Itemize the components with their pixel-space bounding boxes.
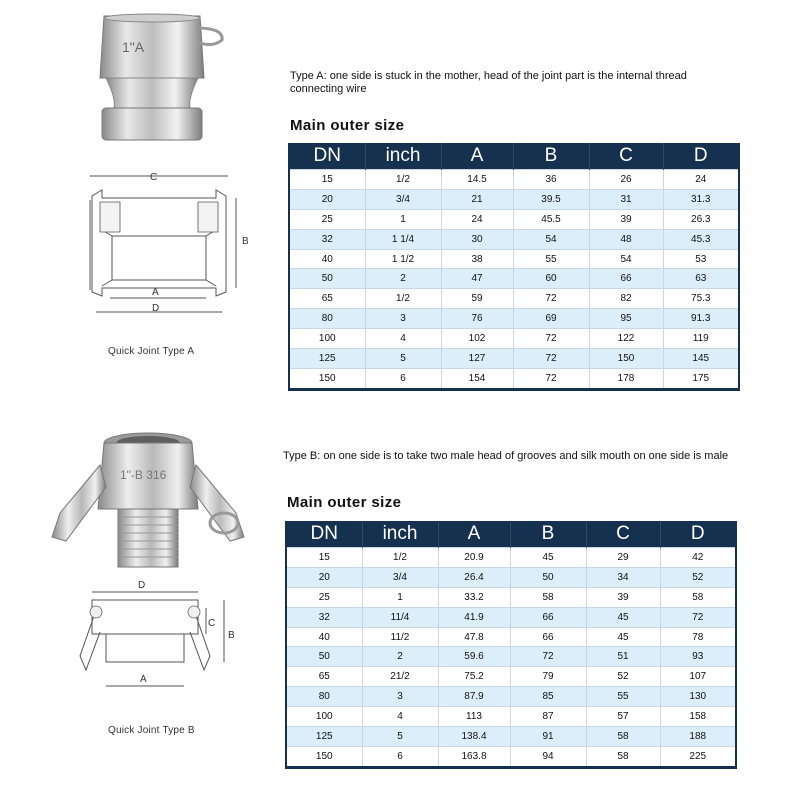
table-cell: 20.9: [438, 548, 510, 568]
table-cell: 59.6: [438, 647, 510, 667]
table-cell: 3/4: [362, 567, 438, 587]
col-header-b: B: [510, 521, 586, 548]
type-a-product-photo: [92, 8, 232, 148]
table-cell: 24: [441, 209, 513, 229]
table-cell: 130: [660, 687, 736, 707]
table-cell: 59: [441, 289, 513, 309]
col-header-a: A: [441, 143, 513, 170]
table-row: [289, 189, 739, 209]
type-a-dim-a: A: [152, 287, 159, 298]
table-cell: 1/2: [362, 548, 438, 568]
table-cell: 66: [510, 607, 586, 627]
table-cell: 119: [663, 329, 739, 349]
table-cell: 107: [660, 667, 736, 687]
table-cell: 1 1/2: [365, 249, 441, 269]
table-cell: 45.3: [663, 229, 739, 249]
table-cell: 42: [660, 548, 736, 568]
type-b-header-row: [286, 521, 736, 548]
table-cell: 122: [589, 329, 663, 349]
table-cell: 125: [286, 727, 362, 747]
table-cell: 1 1/4: [365, 229, 441, 249]
table-cell: 25: [289, 209, 365, 229]
col-header-dn: DN: [289, 143, 365, 170]
table-cell: 15: [286, 548, 362, 568]
table-cell: 5: [362, 727, 438, 747]
type-a-dim-d: D: [152, 303, 160, 314]
table-row: [286, 667, 736, 687]
table-cell: 24: [663, 170, 739, 190]
table-cell: 14.5: [441, 170, 513, 190]
table-cell: 102: [441, 329, 513, 349]
table-cell: 2: [362, 647, 438, 667]
table-cell: 1: [365, 209, 441, 229]
table-cell: 21/2: [362, 667, 438, 687]
table-cell: 54: [589, 249, 663, 269]
table-cell: 94: [510, 746, 586, 767]
table-cell: 150: [286, 746, 362, 767]
table-cell: 20: [289, 189, 365, 209]
table-cell: 6: [362, 746, 438, 767]
table-cell: 3: [365, 309, 441, 329]
type-a-dim-b: B: [242, 236, 249, 247]
table-cell: 53: [663, 249, 739, 269]
type-a-size-table: [288, 143, 740, 391]
table-cell: 20: [286, 567, 362, 587]
table-row: [289, 368, 739, 389]
table-cell: 25: [286, 587, 362, 607]
table-cell: 60: [513, 269, 589, 289]
table-row: [286, 687, 736, 707]
table-cell: 40: [289, 249, 365, 269]
table-cell: 50: [289, 269, 365, 289]
table-cell: 87: [510, 707, 586, 727]
table-row: [286, 607, 736, 627]
table-cell: 69: [513, 309, 589, 329]
table-row: [289, 209, 739, 229]
type-b-dim-b: B: [228, 630, 235, 641]
type-a-marking: 1"A: [122, 39, 145, 55]
table-cell: 82: [589, 289, 663, 309]
table-cell: 225: [660, 746, 736, 767]
type-b-dim-a: A: [140, 674, 147, 685]
table-cell: 1/2: [365, 289, 441, 309]
table-cell: 33.2: [438, 587, 510, 607]
table-cell: 30: [441, 229, 513, 249]
table-cell: 85: [510, 687, 586, 707]
table-cell: 26.4: [438, 567, 510, 587]
table-cell: 79: [510, 667, 586, 687]
col-header-d: D: [660, 521, 736, 548]
table-cell: 50: [510, 567, 586, 587]
table-cell: 4: [365, 329, 441, 349]
table-cell: 45: [510, 548, 586, 568]
table-cell: 41.9: [438, 607, 510, 627]
table-row: [286, 627, 736, 647]
table-cell: 125: [289, 349, 365, 369]
type-a-description: Type A: one side is stuck in the mother, head of the joint part is the internal thread connecting wire: [290, 70, 687, 95]
table-cell: 54: [513, 229, 589, 249]
table-cell: 188: [660, 727, 736, 747]
col-header-b: B: [513, 143, 589, 170]
table-cell: 1: [362, 587, 438, 607]
type-a-dim-c: C: [150, 172, 158, 183]
table-row: [286, 548, 736, 568]
table-cell: 66: [589, 269, 663, 289]
table-cell: 15: [289, 170, 365, 190]
type-b-dimension-drawing: [72, 576, 252, 706]
type-a-caption: Quick Joint Type A: [108, 346, 195, 357]
table-cell: 29: [586, 548, 660, 568]
table-cell: 145: [663, 349, 739, 369]
table-cell: 2: [365, 269, 441, 289]
table-cell: 4: [362, 707, 438, 727]
table-cell: 75.3: [663, 289, 739, 309]
table-row: [289, 289, 739, 309]
table-cell: 45.5: [513, 209, 589, 229]
table-row: [289, 309, 739, 329]
table-cell: 31.3: [663, 189, 739, 209]
table-cell: 5: [365, 349, 441, 369]
table-cell: 1/2: [365, 170, 441, 190]
table-cell: 76: [441, 309, 513, 329]
table-cell: 80: [289, 309, 365, 329]
table-cell: 51: [586, 647, 660, 667]
col-header-d: D: [663, 143, 739, 170]
table-cell: 72: [510, 647, 586, 667]
col-header-c: C: [586, 521, 660, 548]
table-cell: 58: [660, 587, 736, 607]
table-row: [286, 647, 736, 667]
type-a-heading: Main outer size: [290, 117, 405, 134]
table-cell: 3: [362, 687, 438, 707]
table-cell: 57: [586, 707, 660, 727]
table-row: [286, 587, 736, 607]
table-cell: 127: [441, 349, 513, 369]
table-row: [286, 746, 736, 767]
table-cell: 72: [513, 368, 589, 389]
table-cell: 47: [441, 269, 513, 289]
type-b-product-photo: [48, 425, 278, 575]
table-cell: 50: [286, 647, 362, 667]
table-cell: 72: [660, 607, 736, 627]
table-cell: 175: [663, 368, 739, 389]
type-b-marking: 1"-B 316: [120, 468, 167, 482]
table-cell: 113: [438, 707, 510, 727]
table-cell: 3/4: [365, 189, 441, 209]
table-cell: 52: [586, 667, 660, 687]
table-cell: 39.5: [513, 189, 589, 209]
table-row: [289, 349, 739, 369]
table-cell: 32: [289, 229, 365, 249]
table-cell: 100: [286, 707, 362, 727]
type-b-caption: Quick Joint Type B: [108, 725, 195, 736]
table-cell: 72: [513, 289, 589, 309]
table-cell: 95: [589, 309, 663, 329]
table-cell: 26.3: [663, 209, 739, 229]
table-cell: 52: [660, 567, 736, 587]
table-cell: 39: [586, 587, 660, 607]
table-cell: 21: [441, 189, 513, 209]
table-cell: 32: [286, 607, 362, 627]
table-cell: 45: [586, 627, 660, 647]
table-cell: 87.9: [438, 687, 510, 707]
table-cell: 36: [513, 170, 589, 190]
table-cell: 66: [510, 627, 586, 647]
table-row: [286, 707, 736, 727]
table-cell: 58: [586, 746, 660, 767]
table-row: [289, 249, 739, 269]
col-header-inch: inch: [365, 143, 441, 170]
table-row: [289, 229, 739, 249]
col-header-c: C: [589, 143, 663, 170]
table-cell: 40: [286, 627, 362, 647]
table-cell: 11/2: [362, 627, 438, 647]
table-row: [289, 329, 739, 349]
col-header-dn: DN: [286, 521, 362, 548]
table-cell: 100: [289, 329, 365, 349]
type-b-dim-d: D: [138, 580, 146, 591]
table-row: [289, 170, 739, 190]
table-cell: 6: [365, 368, 441, 389]
table-cell: 80: [286, 687, 362, 707]
table-cell: 93: [660, 647, 736, 667]
table-cell: 45: [586, 607, 660, 627]
table-cell: 150: [589, 349, 663, 369]
table-cell: 72: [513, 329, 589, 349]
table-row: [289, 269, 739, 289]
table-cell: 163.8: [438, 746, 510, 767]
table-cell: 65: [289, 289, 365, 309]
table-cell: 39: [589, 209, 663, 229]
table-cell: 48: [589, 229, 663, 249]
table-cell: 38: [441, 249, 513, 269]
table-cell: 154: [441, 368, 513, 389]
table-cell: 47.8: [438, 627, 510, 647]
table-cell: 34: [586, 567, 660, 587]
table-cell: 58: [586, 727, 660, 747]
table-cell: 75.2: [438, 667, 510, 687]
table-cell: 138.4: [438, 727, 510, 747]
table-cell: 55: [586, 687, 660, 707]
table-cell: 91: [510, 727, 586, 747]
table-cell: 150: [289, 368, 365, 389]
table-cell: 65: [286, 667, 362, 687]
table-cell: 55: [513, 249, 589, 269]
table-cell: 78: [660, 627, 736, 647]
table-cell: 26: [589, 170, 663, 190]
table-row: [286, 727, 736, 747]
type-b-heading: Main outer size: [287, 494, 402, 511]
type-b-description: Type B: on one side is to take two male head of grooves and silk mouth on one side is male: [283, 450, 729, 462]
table-cell: 91.3: [663, 309, 739, 329]
table-cell: 178: [589, 368, 663, 389]
table-cell: 11/4: [362, 607, 438, 627]
type-a-header-row: [289, 143, 739, 170]
type-a-dimension-drawing: [70, 170, 260, 320]
table-cell: 72: [513, 349, 589, 369]
col-header-a: A: [438, 521, 510, 548]
type-b-dim-c: C: [208, 618, 216, 629]
type-b-size-table: [285, 521, 737, 769]
table-row: [286, 567, 736, 587]
table-cell: 158: [660, 707, 736, 727]
col-header-inch: inch: [362, 521, 438, 548]
table-cell: 58: [510, 587, 586, 607]
table-cell: 63: [663, 269, 739, 289]
table-cell: 31: [589, 189, 663, 209]
